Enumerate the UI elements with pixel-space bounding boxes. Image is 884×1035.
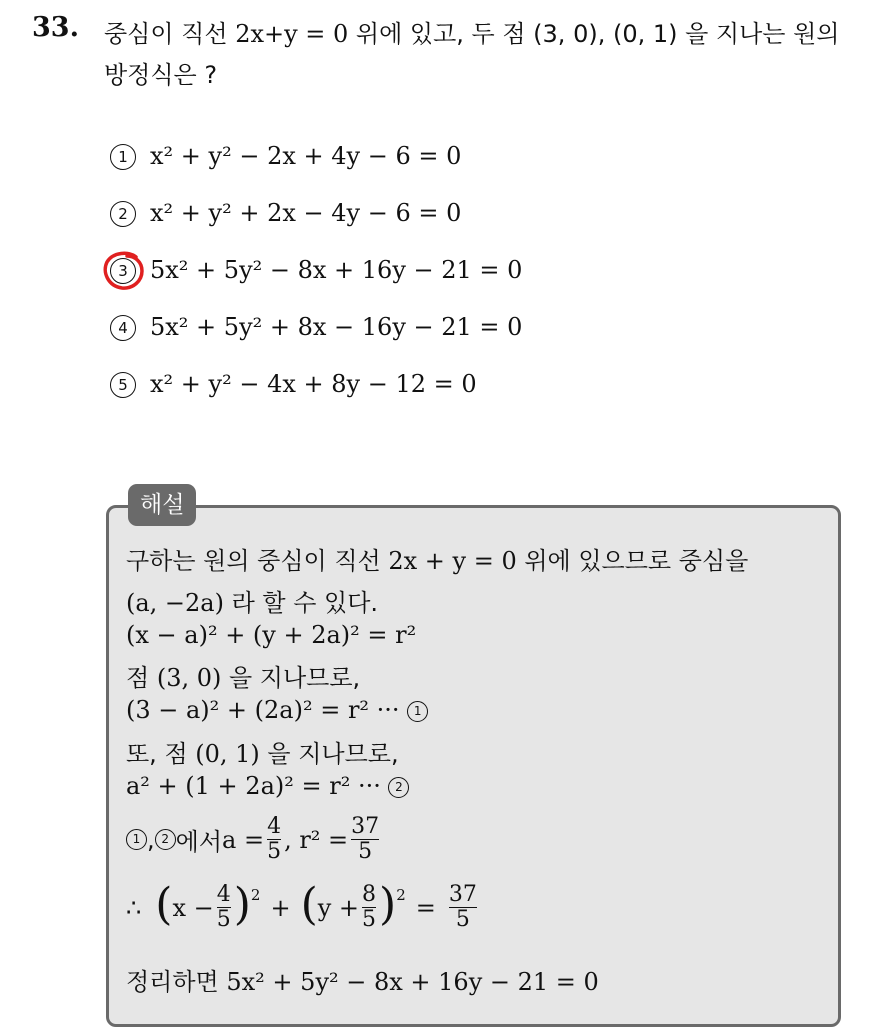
fraction [362, 883, 376, 932]
fraction-denominator: 5 [358, 839, 373, 864]
problem-number: 33. [32, 12, 79, 43]
choice-equation: x² + y² − 4x + 8y − 12 = 0 [150, 370, 477, 398]
circled-number-2: 2 [388, 777, 409, 798]
fraction [351, 815, 379, 864]
fraction-denominator: 5 [362, 907, 377, 932]
solution-text: 위에 있으므로 중심을 [516, 547, 749, 575]
solution-math: (3 − a)² + (2a)² = r² ··· [126, 696, 400, 724]
solution-math: , r² = [284, 825, 349, 854]
choice-number: 2 [110, 201, 136, 227]
fraction-numerator: 8 [362, 882, 377, 907]
solution-text: 점 [126, 664, 157, 692]
solution-line-3: (x − a)² + (y + 2a)² = r² [126, 621, 417, 649]
solution-line-9: ∴ ( x − $\frac{4}{5}$ ) $^2$ + ( y + $\frac{8}{5}$ ) $^2$ = $\frac{37}{5}$ [126, 879, 477, 932]
choice-number: 3 [110, 258, 136, 284]
solution-line-2 [126, 583, 378, 618]
circled-number-1: 1 [407, 701, 428, 722]
solution-math: 5x² + 5y² − 8x + 16y − 21 = 0 [226, 968, 599, 996]
solution-line-10 [126, 962, 599, 997]
solution-text: 라 할 수 있다. [223, 589, 379, 617]
choice-1[interactable] [110, 142, 461, 172]
solution-text: 또, 점 [126, 740, 196, 768]
question-text: 중심이 직선 [104, 20, 236, 48]
solution-line-5 [126, 696, 428, 724]
choice-3[interactable] [110, 256, 522, 286]
exponent: 2 [396, 886, 406, 904]
choice-equation: x² + y² + 2x − 4y − 6 = 0 [150, 199, 462, 227]
fraction [267, 815, 281, 864]
solution-text: , [147, 825, 155, 854]
fraction-numerator: 4 [267, 814, 282, 839]
equals-sign: = [415, 893, 436, 922]
fraction [217, 883, 231, 932]
solution-math: (3, 0) [156, 664, 222, 692]
solution-math: (a, −2a) [126, 589, 224, 617]
solution-tab: 해설 [128, 484, 196, 526]
solution-line-1 [126, 541, 748, 576]
fraction-denominator: 5 [216, 907, 231, 932]
solution-math: a = [222, 825, 265, 854]
solution-text: 구하는 원의 중심이 직선 [126, 547, 389, 575]
answer-mark-circle [102, 250, 146, 292]
solution-text: 에서 [175, 828, 223, 856]
solution-line-7 [126, 772, 409, 800]
therefore-symbol: ∴ [126, 893, 142, 922]
question-line-1 [104, 14, 839, 49]
choice-5[interactable] [110, 370, 477, 400]
solution-math: a² + (1 + 2a)² = r² ··· [126, 772, 381, 800]
fraction-numerator: 37 [448, 882, 477, 907]
plus-sign: + [270, 893, 291, 922]
choice-equation: 5x² + 5y² + 8x − 16y − 21 = 0 [150, 313, 523, 341]
solution-math: (0, 1) [195, 740, 260, 768]
solution-math: x − [172, 893, 214, 922]
choice-number: 4 [110, 315, 136, 341]
fraction-numerator: 37 [351, 814, 380, 839]
solution-text: 을 지나므로, [221, 664, 361, 692]
choice-4[interactable] [110, 313, 522, 343]
question-text: 위에 있고, 두 점 (3, 0), (0, 1) 을 지나는 원의 [348, 20, 840, 48]
choice-number: 1 [110, 144, 136, 170]
fraction-denominator: 5 [455, 907, 470, 932]
choice-equation: 5x² + 5y² − 8x + 16y − 21 = 0 [150, 256, 523, 284]
question-math: 2x+y = 0 [235, 20, 349, 48]
choice-equation: x² + y² − 2x + 4y − 6 = 0 [150, 142, 462, 170]
solution-math: y + [317, 893, 360, 922]
choice-number: 5 [110, 372, 136, 398]
solution-math: 2x + y = 0 [388, 547, 517, 575]
solution-text: 정리하면 [126, 968, 227, 996]
question-line-2: 방정식은 ? [104, 61, 218, 89]
solution-text: 을 지나므로, [259, 740, 399, 768]
fraction-denominator: 5 [267, 839, 282, 864]
fraction [449, 883, 477, 932]
choice-2[interactable] [110, 199, 461, 229]
circled-number-1: 1 [126, 829, 147, 850]
exponent: 2 [250, 886, 261, 904]
fraction-numerator: 4 [216, 882, 231, 907]
solution-line-6 [126, 734, 399, 769]
solution-line-4 [126, 658, 360, 693]
circled-number-2: 2 [155, 829, 176, 850]
solution-line-8 [126, 815, 382, 864]
